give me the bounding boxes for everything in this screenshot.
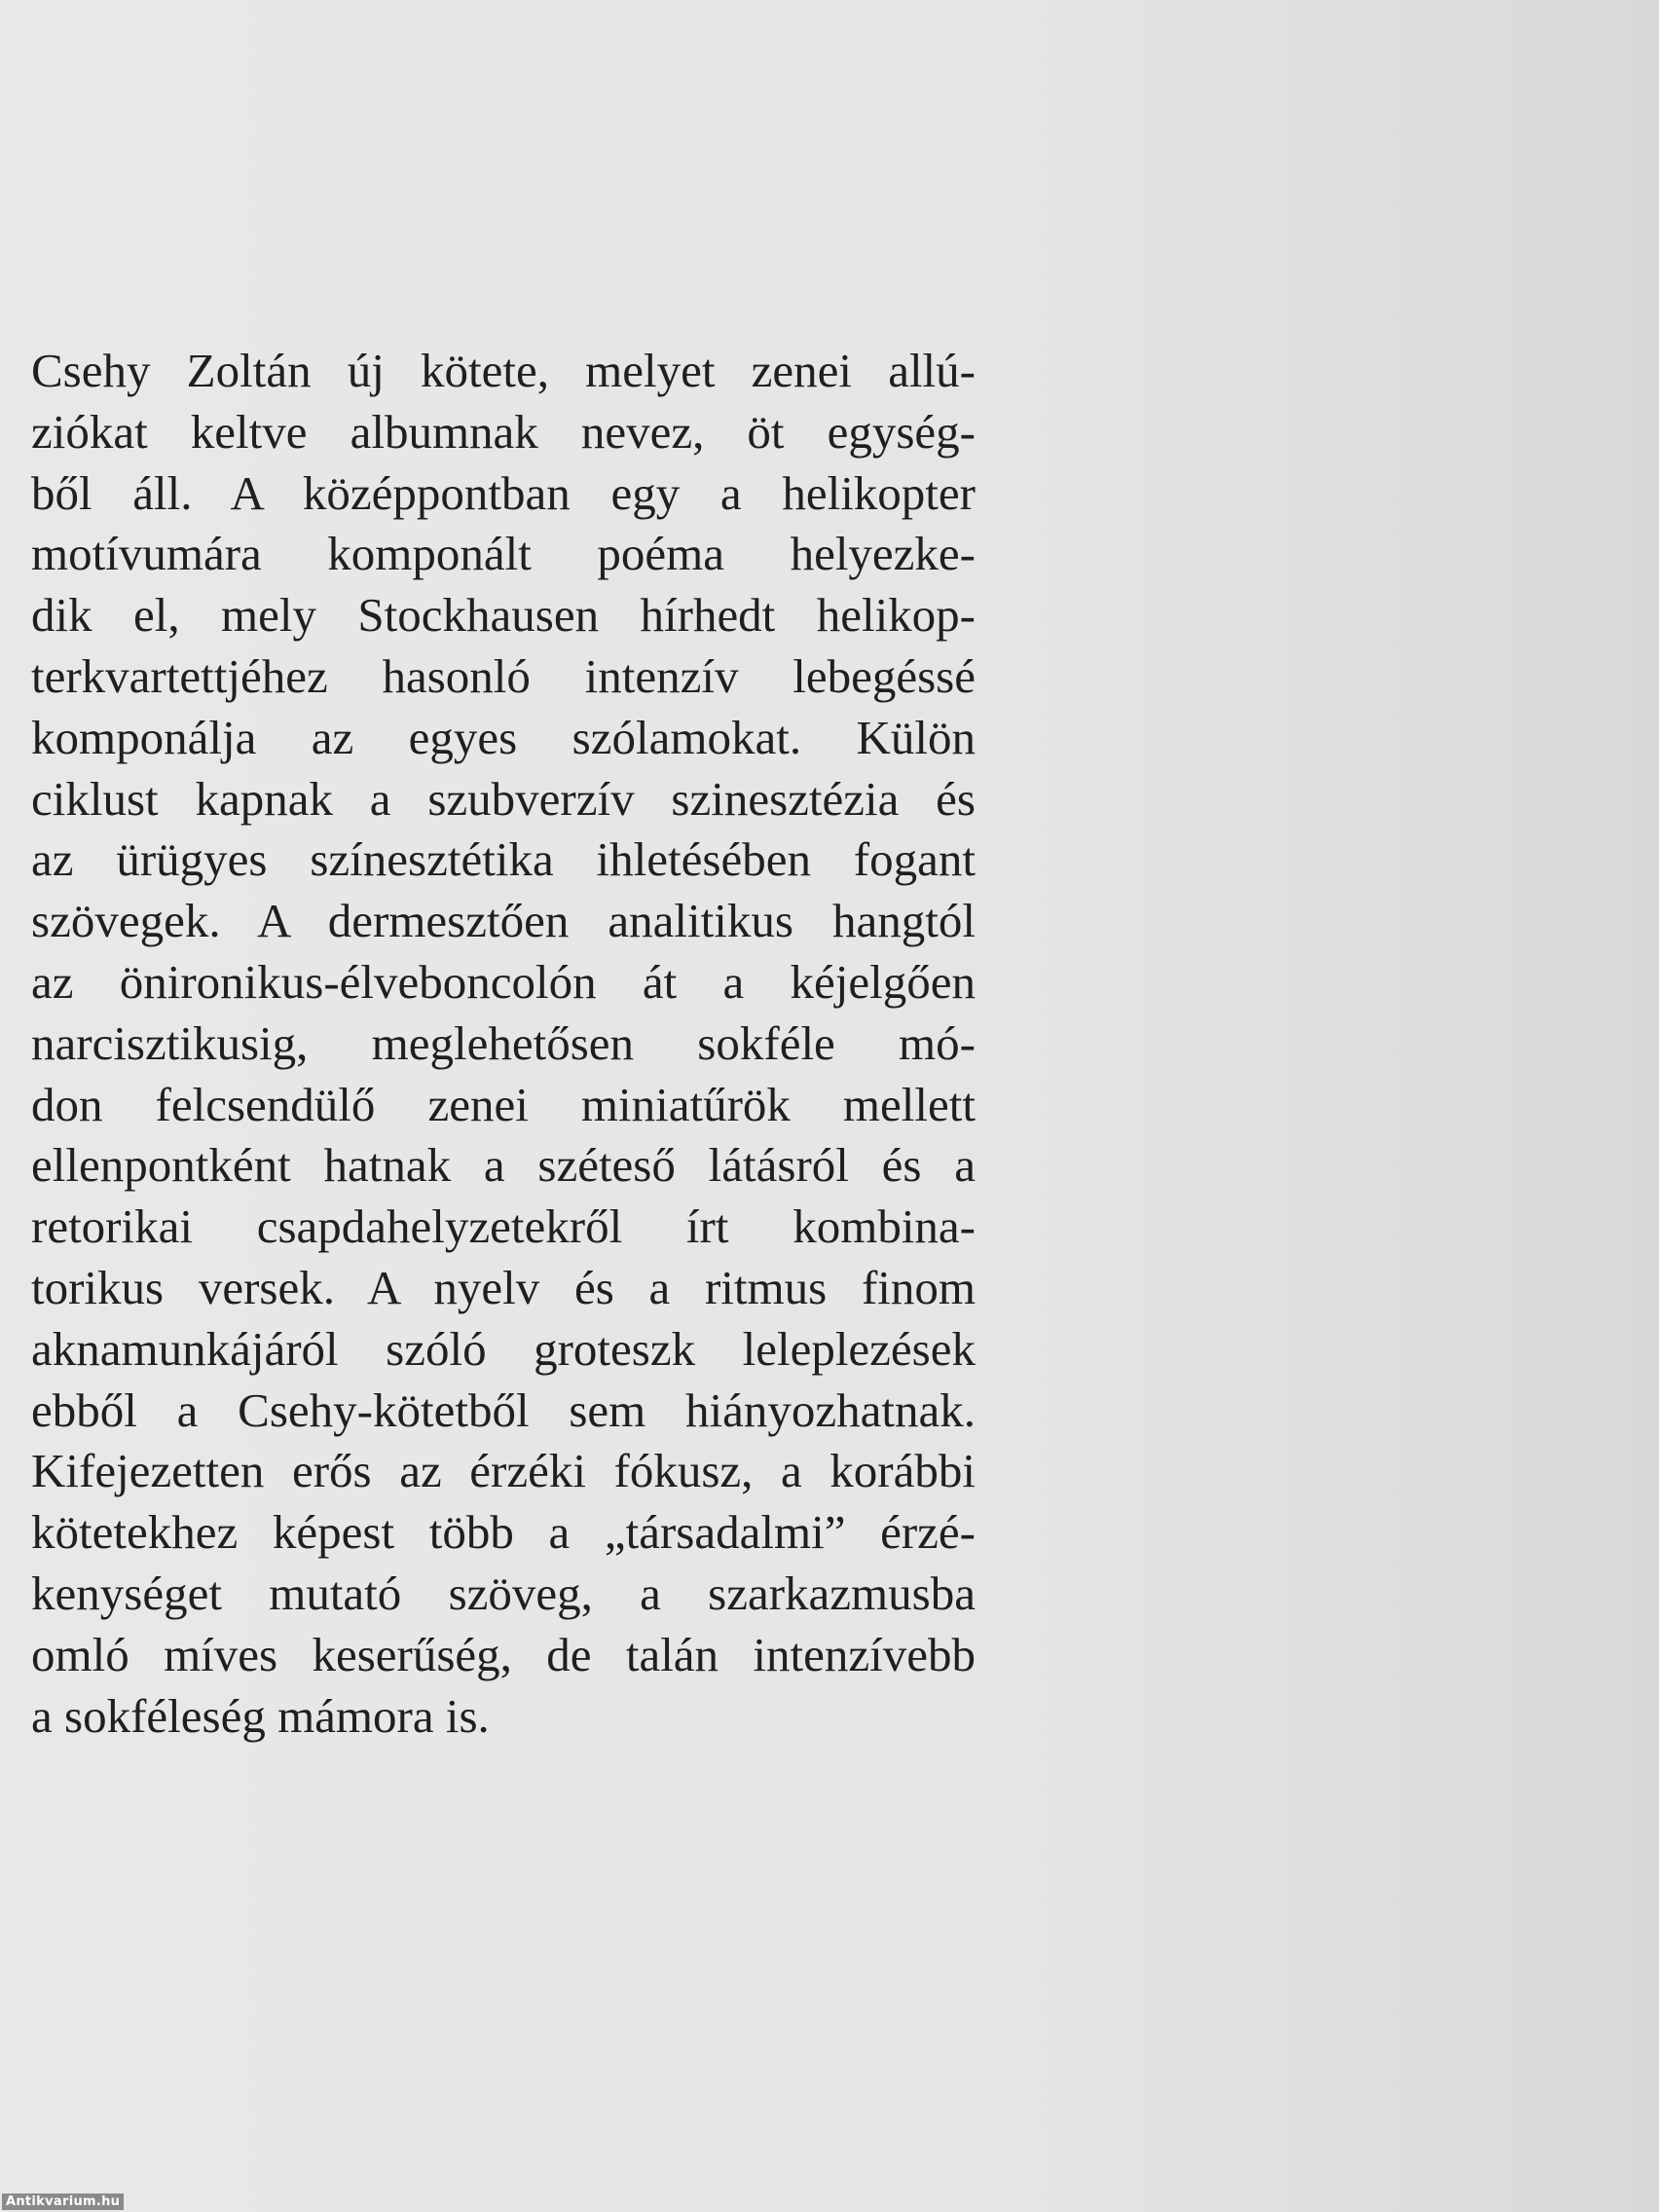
page-edge-shade	[1120, 0, 1659, 2212]
blurb-line: ellenpontként hatnak a széteső látásról és a	[31, 1138, 976, 1193]
blurb-line: terkvartettjéhez hasonló intenzív lebegéssé	[31, 648, 976, 703]
blurb-line: a sokféleség mámora is.	[31, 1688, 490, 1743]
blurb-line: ziókat keltve albumnak nevez, öt egység-	[31, 404, 976, 459]
blurb-line: szövegek. A dermesztően analitikus hangtól	[31, 894, 976, 948]
watermark: Antikvarium.hu	[2, 2194, 124, 2210]
blurb-line: kötetekhez képest több a „társadalmi” érzé-	[31, 1505, 976, 1560]
blurb-line: Kifejezetten erős az érzéki fókusz, a korábbi	[31, 1444, 976, 1498]
blurb-line: dik el, mely Stockhausen hírhedt helikop-	[31, 588, 976, 643]
blurb-line: motívumára komponált poéma helyezke-	[31, 527, 976, 581]
blurb-line: aknamunkájáról szóló groteszk leleplezések	[31, 1321, 976, 1376]
blurb-line: narcisztikusig, meglehetősen sokféle mó-	[31, 1015, 976, 1070]
back-cover-blurb	[31, 341, 976, 1747]
blurb-line: torikus versek. A nyelv és a ritmus finom	[31, 1260, 976, 1314]
blurb-line: az önironikus-élveboncolón át a kéjelgően	[31, 954, 976, 1009]
blurb-line: ebből a Csehy-kötetből sem hiányozhatnak.	[31, 1382, 976, 1437]
blurb-line: kenységet mutató szöveg, a szarkazmusba	[31, 1566, 976, 1620]
blurb-line: retorikai csapdahelyzetekről írt kombina-	[31, 1199, 976, 1254]
blurb-line: ből áll. A középpontban egy a helikopter	[31, 465, 976, 520]
blurb-line: komponálja az egyes szólamokat. Külön	[31, 710, 976, 764]
blurb-line: ciklust kapnak a szubverzív szinesztézia és	[31, 771, 976, 826]
blurb-line: az ürügyes színesztétika ihletésében fogant	[31, 832, 976, 887]
blurb-line: don felcsendülő zenei miniatűrök mellett	[31, 1077, 976, 1131]
blurb-line: omló míves keserűség, de talán intenzívebb	[31, 1627, 976, 1681]
blurb-line: Csehy Zoltán új kötete, melyet zenei allú-	[31, 344, 976, 397]
